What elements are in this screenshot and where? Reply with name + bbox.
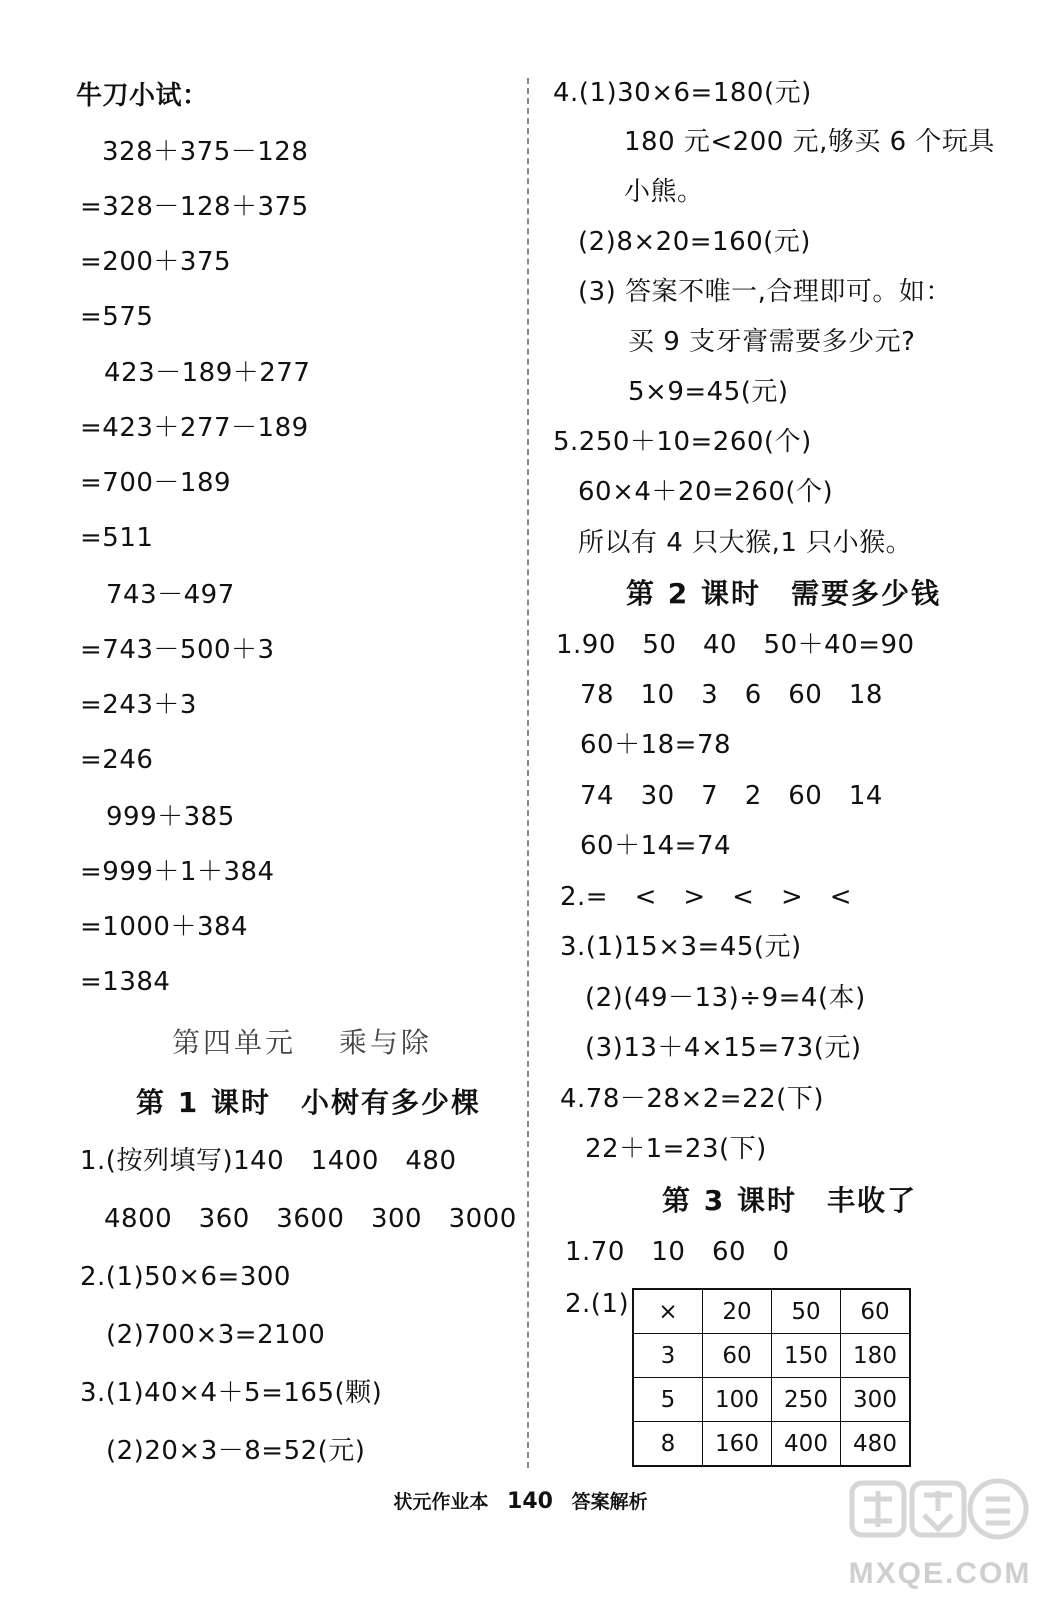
- answer-line: 5×9=45(元): [628, 377, 789, 407]
- watermark-logo: [840, 1465, 1040, 1600]
- table-row: [633, 1378, 910, 1422]
- calc-line: 999＋385: [106, 802, 235, 832]
- answer-line: 小熊。: [624, 177, 704, 207]
- answer-line: 60×4＋20=260(个): [578, 477, 834, 507]
- answer-line: 4.(1)30×6=180(元): [553, 78, 812, 108]
- answer-line: 22＋1=23(下): [585, 1134, 767, 1164]
- lesson-title: 第 3 课时 丰收了: [662, 1184, 917, 1217]
- book-title: 状元作业本: [393, 1491, 489, 1513]
- table-cell: 250: [772, 1378, 841, 1422]
- table-row: [633, 1334, 910, 1378]
- table-cell: 20: [703, 1289, 772, 1334]
- answer-line: 2.(1)50×6=300: [80, 1262, 291, 1292]
- calc-line: =1000＋384: [80, 912, 249, 942]
- answer-line: (3) 答案不唯一,合理即可。如：: [578, 277, 952, 307]
- calc-line: 743－497: [106, 580, 235, 610]
- answer-line: (2)8×20=160(元): [578, 227, 811, 257]
- calc-line: =1384: [80, 967, 171, 997]
- answer-line: 1.90 50 40 50＋40=90: [556, 630, 915, 660]
- calc-line: 328＋375－128: [102, 137, 309, 167]
- lesson-title: 第 1 课时 小树有多少棵: [136, 1086, 481, 1119]
- table-cell: 5: [633, 1378, 703, 1422]
- answer-line: 2.= < > < > <: [560, 882, 853, 912]
- calc-line: =328－128＋375: [80, 192, 309, 222]
- calc-line: =423＋277－189: [80, 413, 309, 443]
- answer-line: (2)700×3=2100: [106, 1320, 326, 1350]
- unit-title: 第四单元 乘与除: [172, 1026, 432, 1059]
- table-cell: 60: [703, 1334, 772, 1378]
- answer-line: 78 10 3 6 60 18: [580, 680, 883, 710]
- multiplication-table: [632, 1288, 911, 1467]
- table-cell: 100: [703, 1378, 772, 1422]
- table-cell: 300: [841, 1378, 911, 1422]
- answer-line: 180 元<200 元,够买 6 个玩具: [624, 127, 995, 157]
- section-label: 答案解析: [571, 1491, 648, 1513]
- answer-line: 1.(按列填写)140 1400 480: [80, 1146, 457, 1176]
- answer-line: 2.(1): [565, 1289, 630, 1319]
- table-cell: 160: [703, 1422, 772, 1467]
- answer-line: 1.70 10 60 0: [565, 1237, 790, 1267]
- section-heading: 牛刀小试：: [76, 81, 209, 111]
- svg-text:MXQE.COM: MXQE.COM: [848, 1557, 1032, 1590]
- table-cell: 60: [841, 1289, 911, 1334]
- table-cell: ×: [633, 1289, 703, 1334]
- table-cell: 180: [841, 1334, 911, 1378]
- answer-line: 4800 360 3600 300 3000: [104, 1204, 517, 1234]
- answer-line: (2)20×3－8=52(元): [106, 1436, 366, 1466]
- calc-line: =700－189: [80, 468, 232, 498]
- table-cell: 150: [772, 1334, 841, 1378]
- page-number: 140: [507, 1489, 553, 1514]
- answer-line: 所以有 4 只大猴,1 只小猴。: [578, 528, 913, 558]
- table-header-row: [633, 1289, 910, 1334]
- answer-line: 3.(1)15×3=45(元): [560, 932, 802, 962]
- answer-line: 60＋14=74: [580, 831, 732, 861]
- answer-line: 买 9 支牙膏需要多少元?: [628, 327, 916, 357]
- calc-line: =575: [80, 302, 154, 332]
- answer-line: 74 30 7 2 60 14: [580, 781, 883, 811]
- answer-line: (2)(49－13)÷9=4(本): [585, 983, 866, 1013]
- lesson-title: 第 2 课时 需要多少钱: [626, 577, 941, 610]
- table-cell: 480: [841, 1422, 911, 1467]
- calc-line: =999＋1＋384: [80, 857, 275, 887]
- table-cell: 400: [772, 1422, 841, 1467]
- column-divider: [527, 78, 529, 1468]
- table-cell: 8: [633, 1422, 703, 1467]
- table-row: [633, 1422, 910, 1467]
- answer-line: 3.(1)40×4＋5=165(颗): [80, 1378, 383, 1408]
- answer-line: (3)13＋4×15=73(元): [585, 1033, 862, 1063]
- answer-line: 4.78－28×2=22(下): [560, 1084, 824, 1114]
- table-cell: 3: [633, 1334, 703, 1378]
- table-cell: 50: [772, 1289, 841, 1334]
- answer-line: 60＋18=78: [580, 730, 732, 760]
- calc-line: =243＋3: [80, 690, 197, 720]
- answer-line: 5.250＋10=260(个): [553, 427, 812, 457]
- calc-line: =246: [80, 745, 154, 775]
- calc-line: 423－189＋277: [104, 358, 311, 388]
- calc-line: =511: [80, 523, 154, 553]
- calc-line: =743－500＋3: [80, 635, 275, 665]
- calc-line: =200＋375: [80, 247, 232, 277]
